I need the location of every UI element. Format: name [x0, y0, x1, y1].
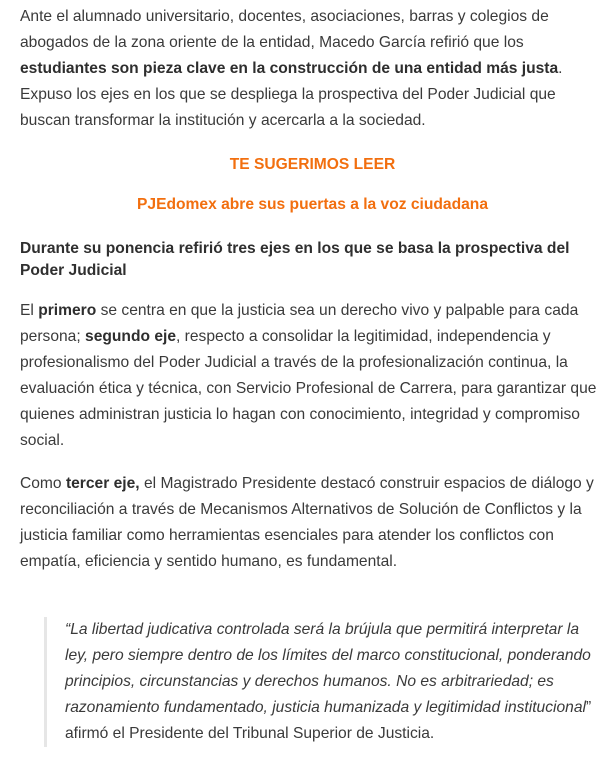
paragraph-axes-bold-2: segundo eje: [85, 328, 177, 345]
quote-italic-text: “La libertad judicativa controlada será la brújula que permitirá interpretar la ley, pero siempre dentro de los límites del marco constitucional, ponderando principios, circunstancias y derechos humanos. No es arbitrariedad; es razonamiento fundamentado, justicia humanizada y legitimidad institucional: [65, 621, 591, 716]
section-heading: Durante su ponencia refirió tres ejes en los que se basa la prospectiva del Poder Judicial: [20, 240, 570, 279]
paragraph-axes-bold-1: primero: [38, 302, 97, 319]
paragraph-intro: [20, 0, 605, 134]
paragraph-third-text-2: el Magistrado Presidente destacó construir espacios de diálogo y reconciliación a través de Mecanismos Alternativos de Solución de Conflictos y la justicia familiar como herramientas esenciales para atender los conflictos con empatía, eficiencia y sentido humano, es fundamental.: [20, 475, 594, 570]
paragraph-intro-text-2: . Expuso los ejes en los que se despliega la prospectiva del Poder Judicial que buscan transformar la institución y acercarla a la sociedad.: [20, 60, 563, 129]
paragraph-intro-text-1: Ante el alumnado universitario, docentes, asociaciones, barras y colegios de abogados de la zona oriente de la entidad, Macedo García refirió que los: [20, 8, 549, 51]
blockquote: [44, 617, 605, 747]
suggest-heading: TE SUGERIMOS LEER: [229, 156, 396, 173]
paragraph-axes-text-2: se centra en que la justicia sea un derecho vivo y palpable para cada persona;: [20, 302, 579, 345]
paragraph-third-text-1: Como: [20, 475, 66, 492]
paragraph-third-bold: tercer eje,: [65, 475, 140, 492]
quote-attribution: ” afirmó el Presidente del Tribunal Superior de Justicia.: [65, 699, 592, 742]
paragraph-third-axis: [20, 471, 605, 575]
paragraph-axes-text-3: , respecto a consolidar la legitimidad, independencia y profesionalismo del Poder Judicial a través de la profesionalización continua, la evaluación ética y técnica, con Servicio Profesional de Carrera, para garantizar que quienes administran justicia lo hagan con conocimiento, integridad y compromiso social.: [20, 328, 597, 449]
paragraph-intro-bold: estudiantes son pieza clave en la construcción de una entidad más justa: [20, 60, 559, 77]
paragraph-axes: [20, 298, 605, 454]
suggested-article-link[interactable]: PJEdomex abre sus puertas a la voz ciudadana: [137, 196, 488, 213]
paragraph-axes-text-1: El: [20, 302, 39, 319]
